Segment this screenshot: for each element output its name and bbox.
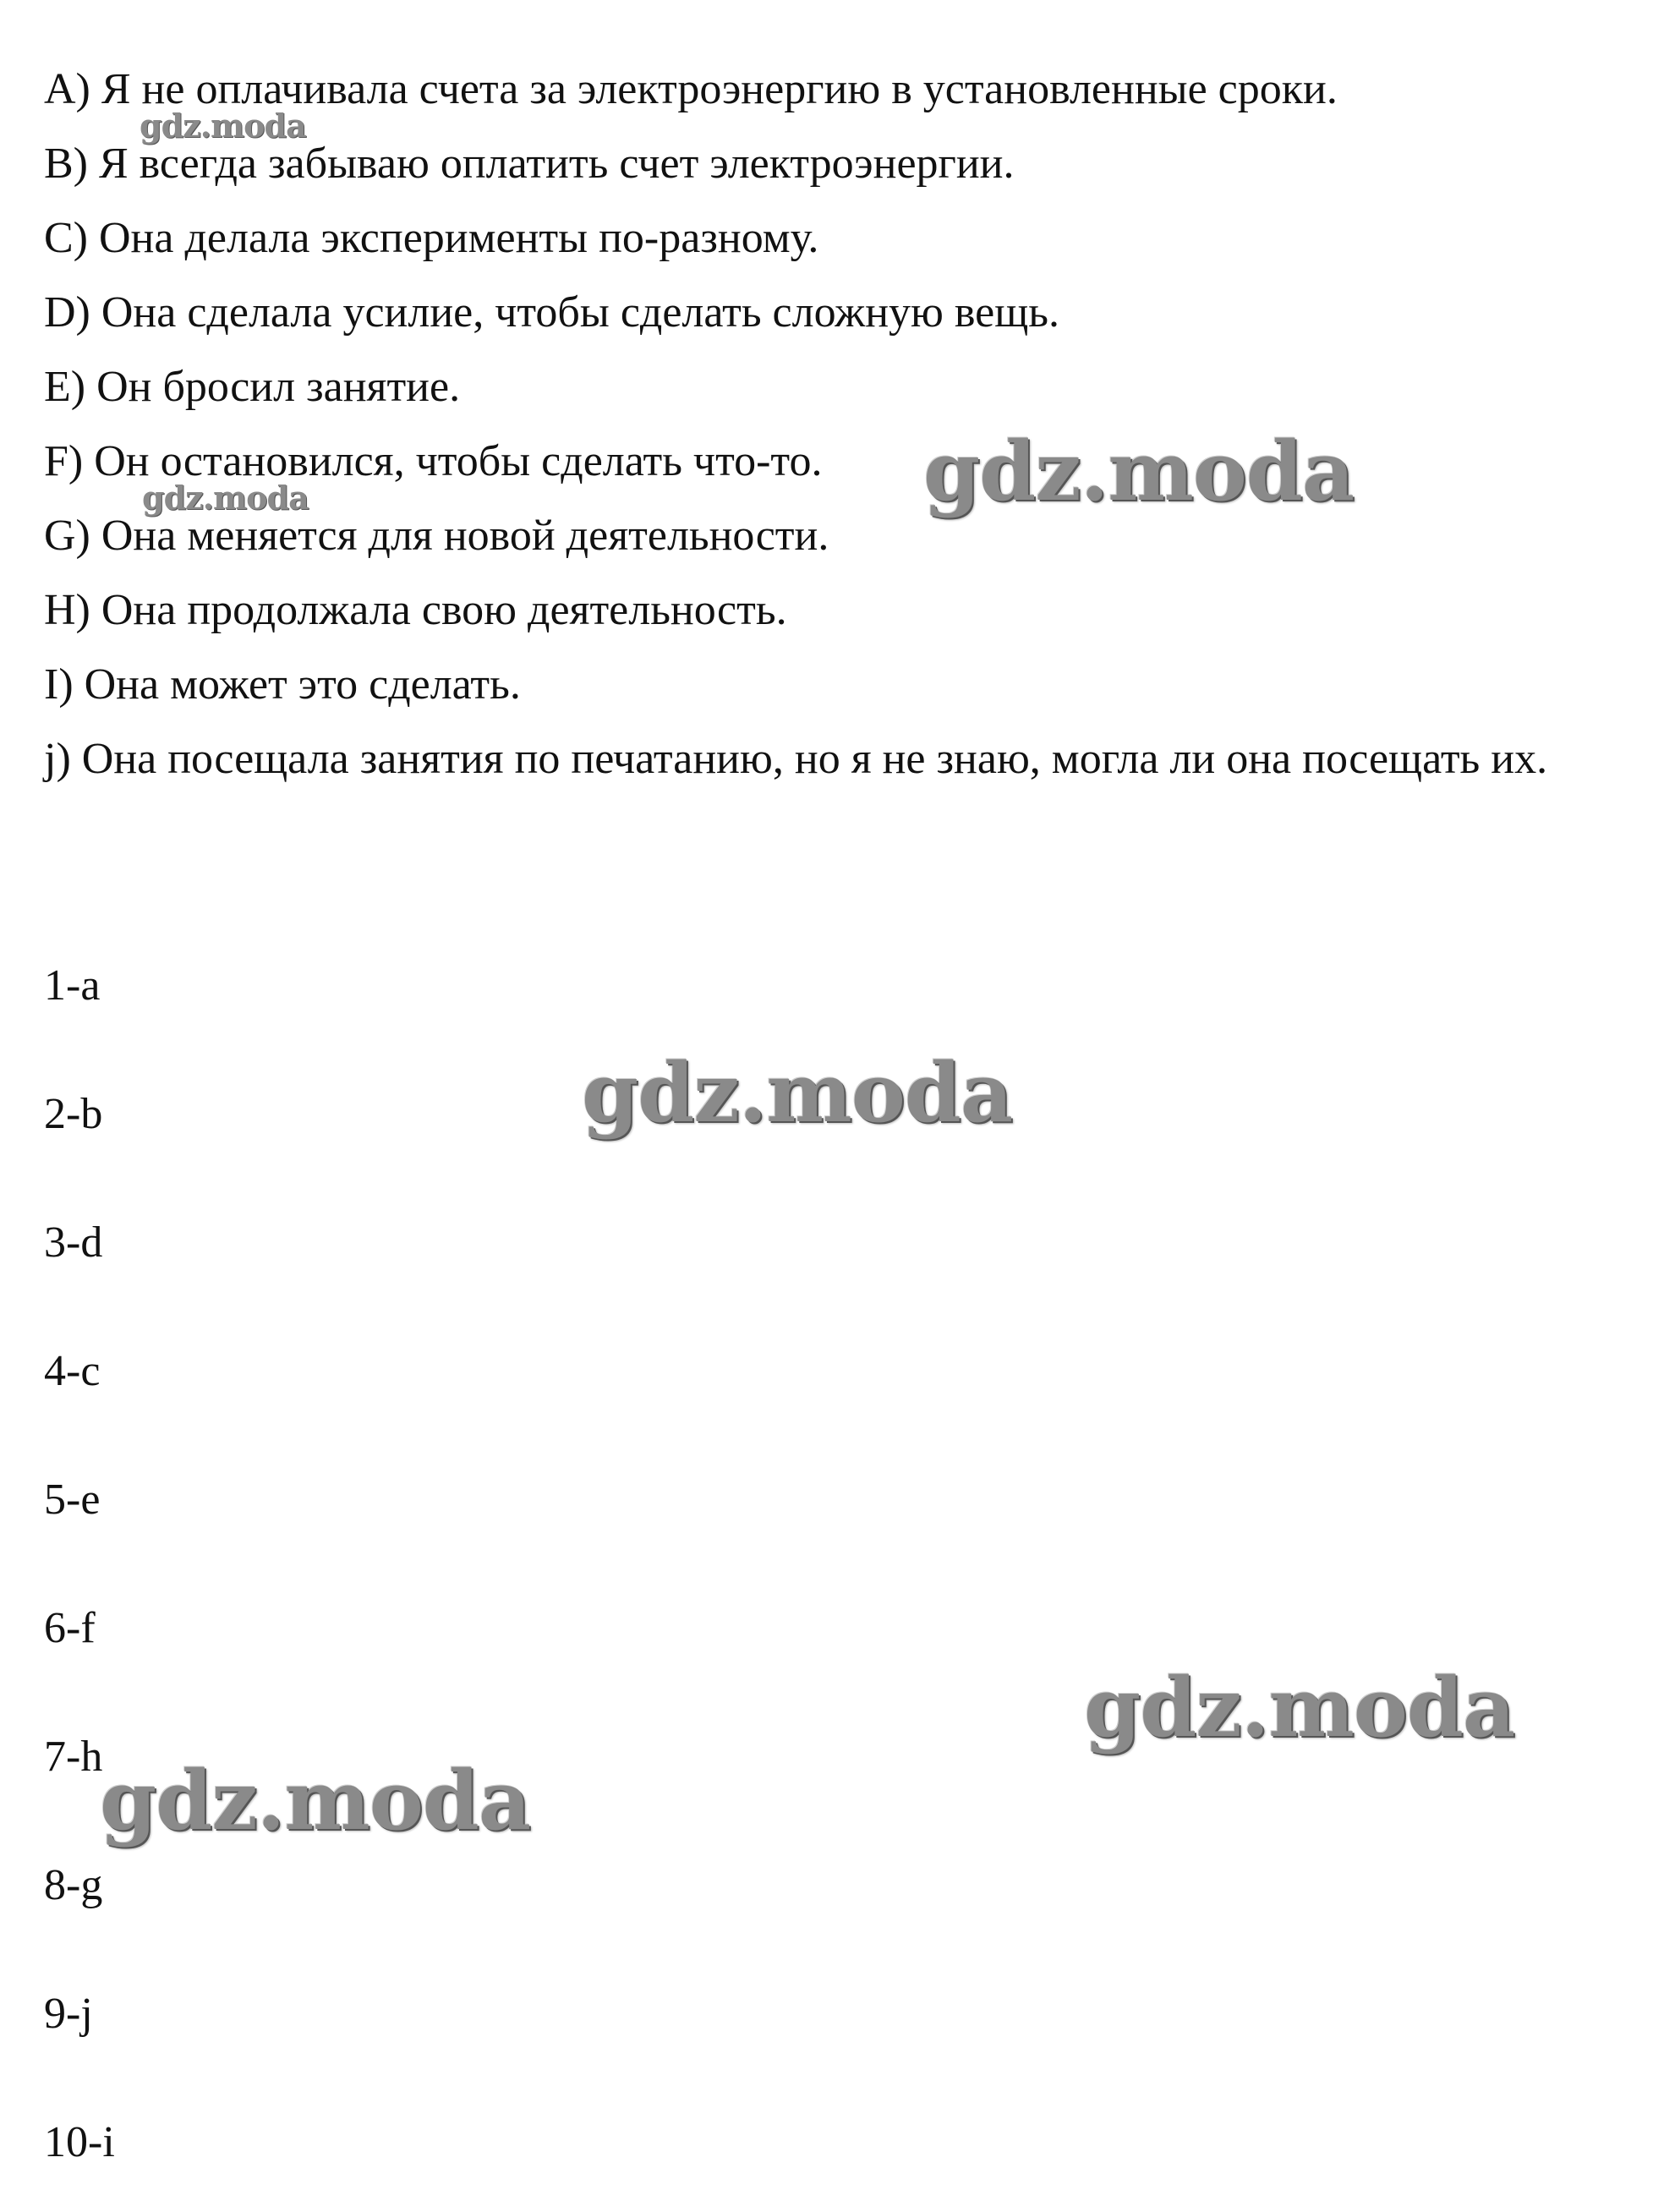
answer-5: 5-e xyxy=(44,1476,101,1524)
sentence-a: A) Я не оплачивала счета за электроэнергию в установленные сроки. xyxy=(44,65,1338,113)
sentence-e: E) Он бросил занятие. xyxy=(44,363,461,411)
watermark: gdz.moda xyxy=(582,1045,1013,1141)
watermark: gdz.moda xyxy=(100,1753,531,1848)
sentence-b: B) Я всегда забываю оплатить счет электроэнергии. xyxy=(44,140,1015,188)
sentence-list xyxy=(44,52,1566,797)
sentence-h: H) Она продолжала свою деятельность. xyxy=(44,586,787,634)
watermark: gdz.moda xyxy=(1084,1660,1515,1755)
sentence-i: I) Она может это сделать. xyxy=(44,660,521,709)
sentence-c: C) Она делала эксперименты по-разному. xyxy=(44,214,819,262)
answer-9: 9-j xyxy=(44,1990,93,2038)
sentence-g: G) Она меняется для новой деятельности. xyxy=(44,512,829,560)
answer-list xyxy=(44,922,115,2207)
answer-2: 2-b xyxy=(44,1090,103,1138)
answer-8: 8-g xyxy=(44,1861,103,1909)
sentence-j: j) Она посещала занятия по печатанию, но я не знаю, могла ли она посещать их. xyxy=(44,735,1548,783)
answer-7: 7-h xyxy=(44,1733,103,1781)
sentence-d: D) Она сделала усилие, чтобы сделать сложную вещь. xyxy=(44,288,1059,337)
sentence-f: F) Он остановился, чтобы сделать что-то. xyxy=(44,437,823,485)
answer-3: 3-d xyxy=(44,1218,103,1267)
answer-10: 10-i xyxy=(44,2118,115,2166)
watermark: gdz.moda xyxy=(142,479,309,517)
answer-1: 1-a xyxy=(44,961,101,1010)
watermark: gdz.moda xyxy=(923,424,1355,519)
watermark: gdz.moda xyxy=(140,107,306,145)
answer-6: 6-f xyxy=(44,1604,96,1652)
answer-4: 4-c xyxy=(44,1347,101,1395)
